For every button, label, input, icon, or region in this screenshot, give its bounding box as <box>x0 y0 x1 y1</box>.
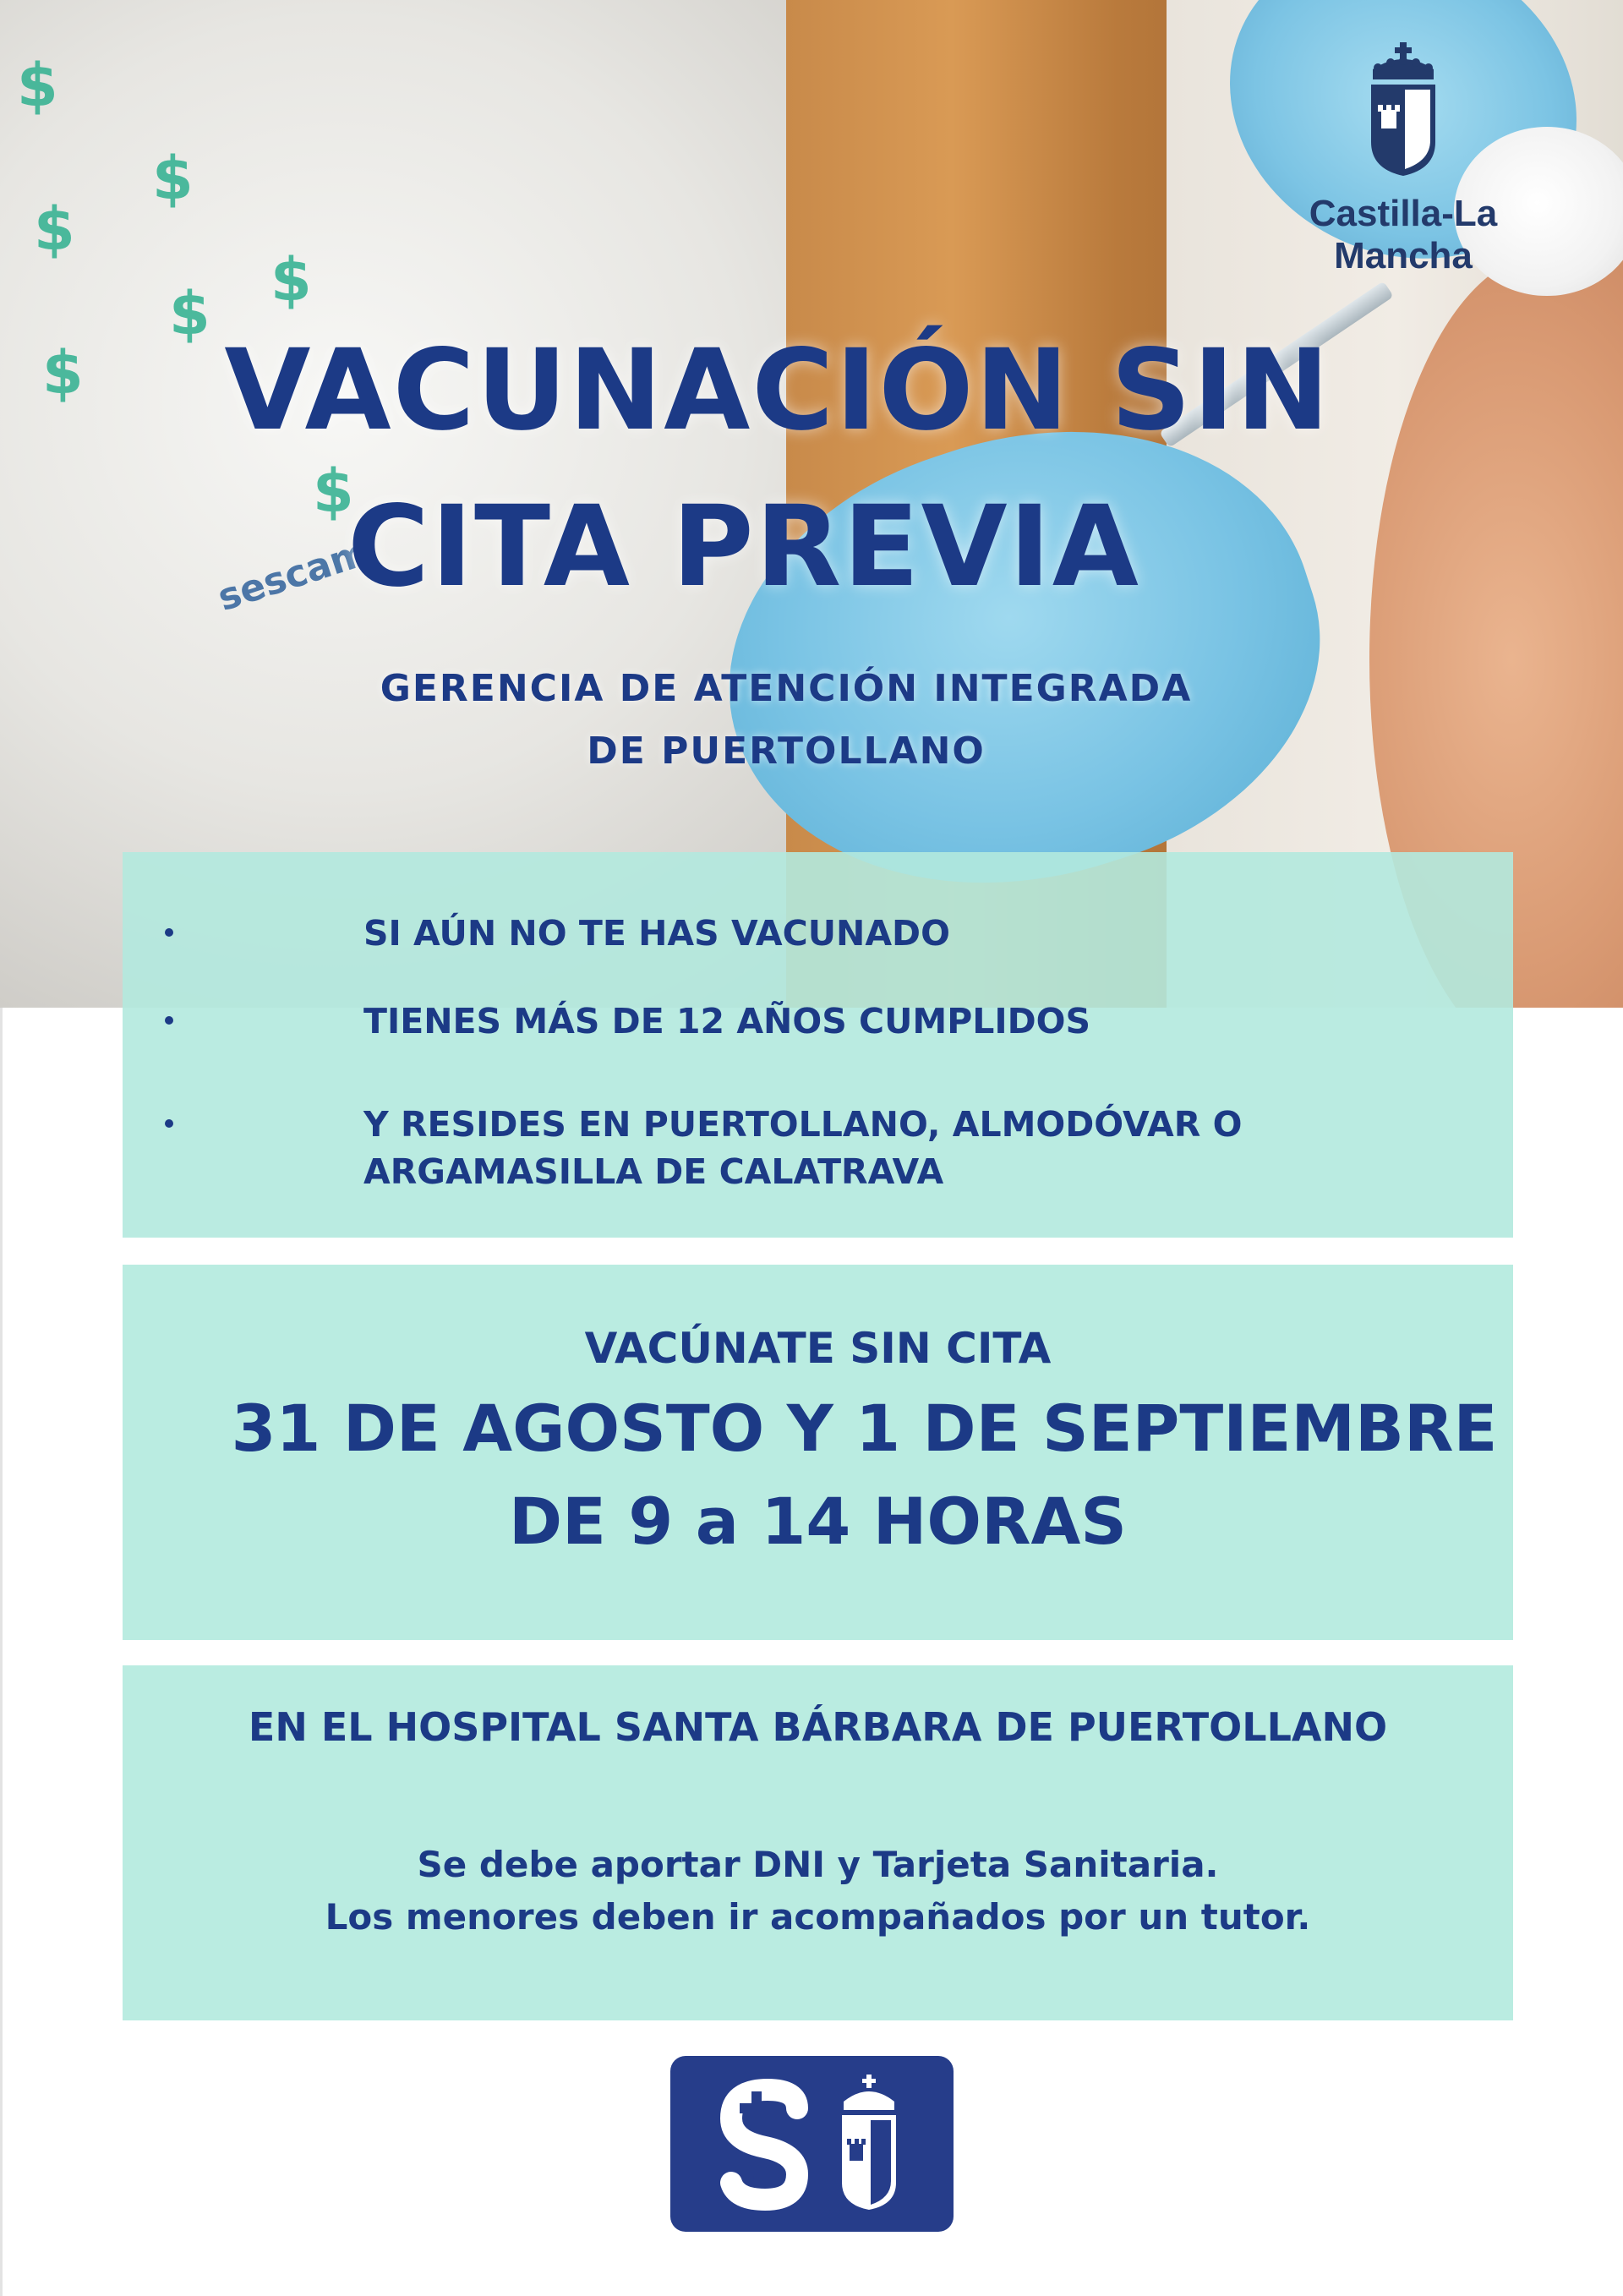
schedule-dates: 31 DE AGOSTO Y 1 DE SEPTIEMBRE <box>231 1391 1498 1466</box>
uniform-s-mark: $ <box>152 144 194 213</box>
eligibility-item-text: SI AÚN NO TE HAS VACUNADO <box>363 913 950 954</box>
subtitle <box>0 658 1598 783</box>
subtitle-line-1: GERENCIA DE ATENCIÓN INTEGRADA <box>380 667 1193 710</box>
requirements-line-1: Se debe aportar DNI y Tarjeta Sanitaria. <box>417 1844 1219 1885</box>
uniform-s-mark: $ <box>42 338 84 407</box>
schedule-heading: VACÚNATE SIN CITA <box>584 1324 1052 1373</box>
bullet-icon <box>165 928 173 937</box>
castilla-la-mancha-name: Castilla-La Mancha <box>1309 193 1498 276</box>
subtitle-line-2: DE PUERTOLLANO <box>587 730 986 773</box>
coat-of-arms-icon <box>1361 42 1445 178</box>
main-title-line-1: VACUNACIÓN SIN <box>224 325 1331 456</box>
requirements-note <box>123 1839 1513 1943</box>
eligibility-item-text: Y RESIDES EN PUERTOLLANO, ALMODÓVAR O <box>363 1104 1243 1145</box>
uniform-s-mark: $ <box>313 456 354 526</box>
castilla-la-mancha-logo <box>1243 42 1564 276</box>
eligibility-item-text: TIENES MÁS DE 12 AÑOS CUMPLIDOS <box>363 1001 1091 1041</box>
page-edge-line <box>0 1008 3 2296</box>
uniform-s-mark: $ <box>34 194 75 264</box>
uniform-s-mark: $ <box>17 51 58 120</box>
bullet-icon <box>165 1119 173 1128</box>
uniform-s-mark: $ <box>169 279 210 348</box>
schedule-hours: DE 9 a 14 HORAS <box>508 1484 1128 1559</box>
main-title-line-2: CITA PREVIA <box>347 482 1140 612</box>
uniform-s-mark: $ <box>270 245 312 314</box>
eligibility-item-text: ARGAMASILLA DE CALATRAVA <box>363 1151 944 1192</box>
requirements-line-2: Los menores deben ir acompañados por un tutor. <box>325 1896 1311 1938</box>
sescam-emblem-icon <box>670 2056 954 2232</box>
uniform-sescam-text: sescam <box>212 530 374 620</box>
hospital-location: EN EL HOSPITAL SANTA BÁRBARA DE PUERTOLLANO <box>248 1704 1388 1750</box>
sescam-logo <box>670 2056 954 2232</box>
bullet-icon <box>165 1016 173 1025</box>
